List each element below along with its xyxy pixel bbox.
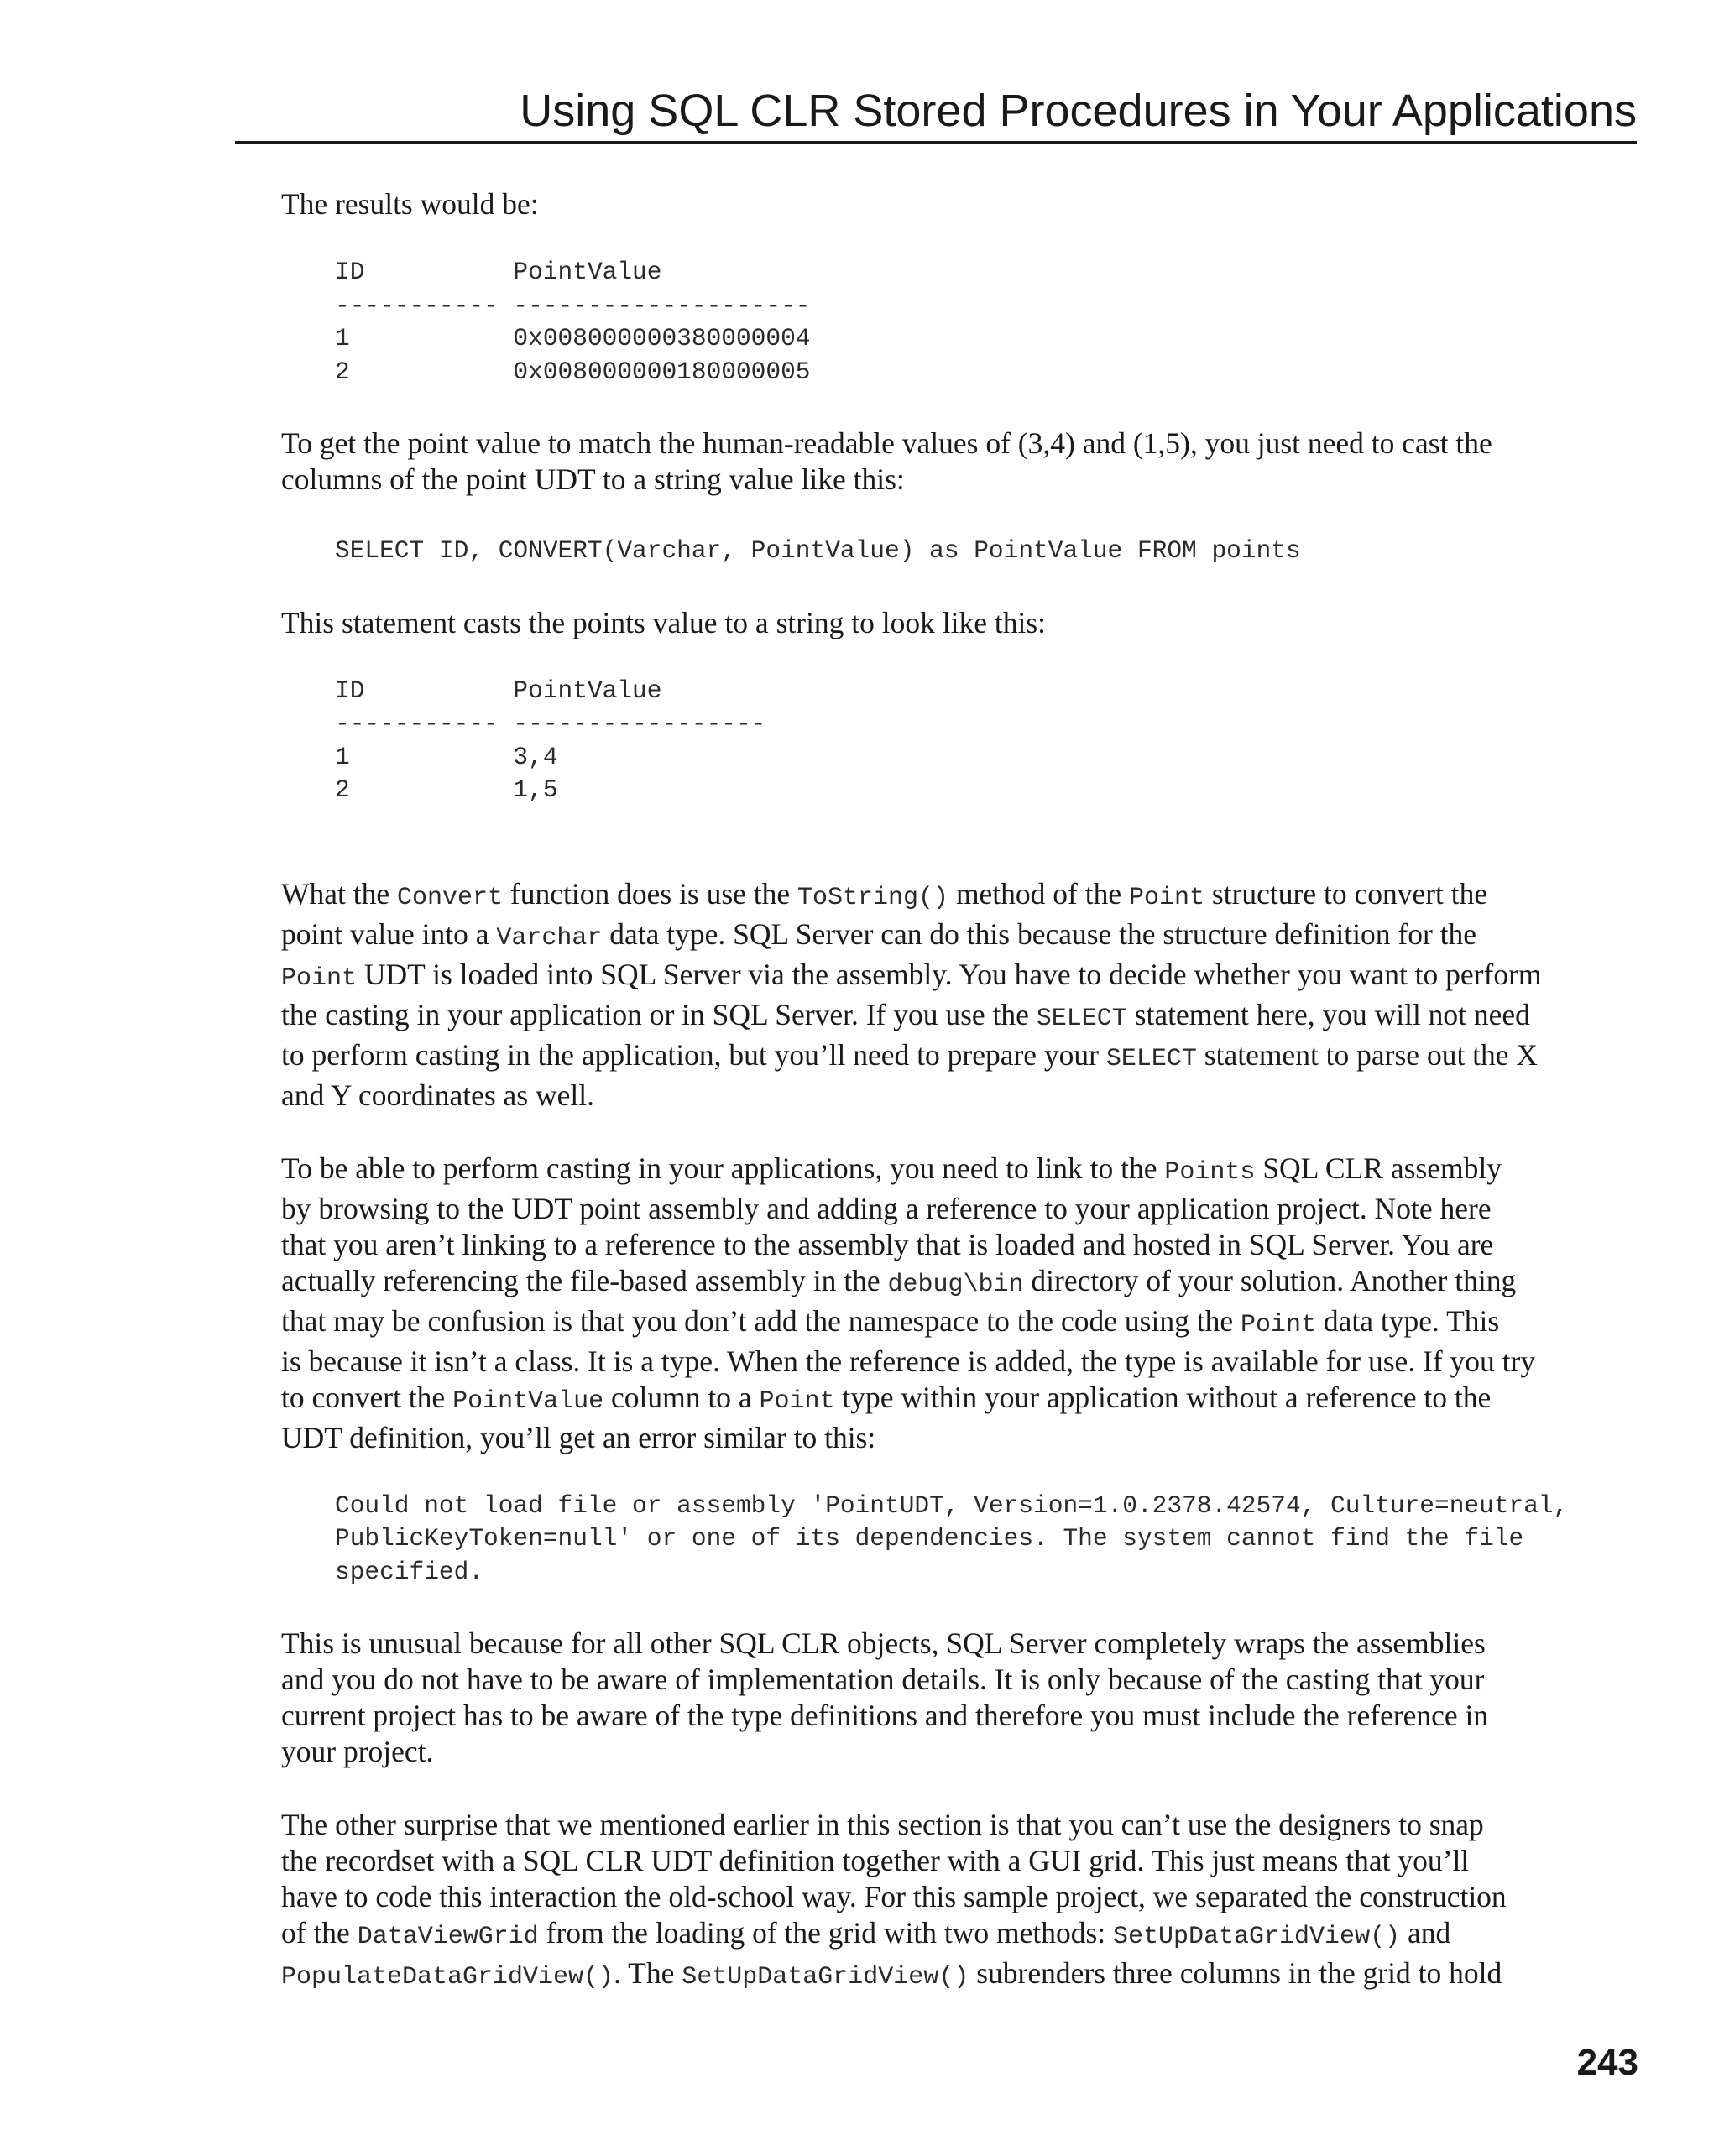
inline-code: Points [1164,1157,1256,1187]
inline-code: PointValue [452,1386,604,1416]
text-run: columns of the point UDT to a string value like this: [281,462,905,496]
text-run: UDT definition, you’ll get an error similar to this: [281,1420,876,1454]
text-run: function does is use the [503,876,798,911]
text-run: subrenders three columns in the grid to hold [969,1956,1502,1990]
text-line [281,1344,1641,1380]
text-line [281,1698,1641,1734]
text-line [281,997,1641,1037]
text-line [281,186,1641,222]
inline-code: PopulateDataGridView() [281,1963,614,1992]
text-run: statement here, you will not need [1126,997,1530,1031]
text-line [281,1662,1641,1698]
text-line [281,1191,1641,1227]
text-line [281,957,1641,997]
text-run: type within your application without a reference to the [834,1380,1492,1414]
text-run: actually referencing the file-based assembly in the [281,1263,888,1297]
text-run: the casting in your application or in SQL Server. If you use the [281,997,1037,1031]
text-run: To get the point value to match the human-readable values of (3,4) and (1,5), you just need to cast the [281,426,1492,460]
inline-code: ToString() [797,883,949,912]
text-run: data type. SQL Server can do this because the structure definition for the [602,916,1477,951]
text-run: directory of your solution. Another thing [1023,1263,1517,1297]
text-run: The other surprise that we mentioned earlier in this section is that you can’t use the designers to snap [281,1808,1484,1841]
paragraph [281,876,1641,1114]
text-line [281,1078,1641,1114]
text-line [281,1263,1641,1303]
text-line [281,425,1641,462]
code-line: PublicKeyToken=null' or one of its dependencies. The system cannot find the file [335,1524,1524,1553]
code-line: ----------- ----------------- [335,709,766,738]
text-run: your project. [281,1735,434,1768]
text-line [281,1037,1641,1078]
text-run: to convert the [281,1380,453,1414]
code-line: 2 1,5 [335,775,558,804]
code-line: ----------- -------------------- [335,290,811,320]
text-line [281,1843,1641,1879]
text-line [281,916,1641,957]
inline-code: SetUpDataGridView() [682,1963,969,1992]
inline-code: Point [1129,883,1205,912]
text-run: the recordset with a SQL CLR UDT definition together with a GUI grid. This just means that you’ll [281,1844,1470,1877]
text-run: and [1400,1916,1451,1950]
text-line [281,1420,1641,1456]
text-run: This is unusual because for all other SQL CLR objects, SQL Server completely wraps the assemblies [281,1626,1486,1660]
code-block [281,535,1641,568]
code-line: specified. [335,1557,484,1586]
text-run: that you aren’t linking to a reference to the assembly that is loaded and hosted in SQL Server. You are [281,1227,1494,1261]
inline-code: SELECT [1105,1044,1197,1073]
text-run: To be able to perform casting in your applications, you need to link to the [281,1151,1165,1185]
text-run: of the [281,1916,358,1950]
text-line [281,1955,1641,1996]
code-line: ID PointValue [335,676,662,705]
code-line: ID PointValue [335,258,662,286]
text-run: and you do not have to be aware of implementation details. It is only because of the casting that your [281,1663,1485,1696]
text-line [281,1380,1641,1420]
text-run: statement to parse out the X [1196,1037,1539,1072]
inline-code: Convert [397,883,504,912]
running-header-title: Using SQL CLR Stored Procedures in Your Applications [520,86,1637,136]
text-run: . The [614,1956,682,1990]
page-body [281,186,1641,1996]
code-line: 1 0x008000000380000004 [335,324,811,352]
text-run: What the [281,876,397,911]
text-run: method of the [948,876,1129,911]
inline-code: DataViewGrid [357,1923,539,1951]
text-run: This statement casts the points value to a string to look like this: [281,605,1047,639]
text-run: have to code this interaction the old-school way. For this sample project, we separated the construction [281,1880,1507,1913]
text-run: by browsing to the UDT point assembly and adding a reference to your application project. Note here [281,1191,1492,1225]
code-line: Could not load file or assembly 'PointUDT, Version=1.0.2378.42574, Culture=neutral, [335,1490,1569,1520]
code-block [281,1490,1641,1590]
text-line [281,1807,1641,1843]
inline-code: Varchar [496,923,603,953]
paragraph [281,1626,1641,1770]
text-run: to perform casting in the application, but you’ll need to prepare your [281,1037,1106,1072]
text-run: UDT is loaded into SQL Server via the assembly. You have to decide whether you want to perform [357,957,1542,991]
inline-code: debug\bin [887,1270,1024,1299]
text-line [281,1303,1641,1344]
paragraph [281,425,1641,498]
code-line: SELECT ID, CONVERT(Varchar, PointValue) as PointValue FROM points [335,536,1301,565]
text-run: current project has to be aware of the type definitions and therefore you must include the reference in [281,1699,1489,1732]
inline-code: Point [281,963,358,993]
text-line [281,876,1641,916]
text-line [281,1734,1641,1770]
paragraph [281,605,1641,641]
header-rule [235,141,1637,144]
paragraph [281,1807,1641,1996]
text-run: that may be confusion is that you don’t add the namespace to the code using the [281,1303,1241,1338]
text-line [281,1915,1641,1955]
inline-code: SetUpDataGridView() [1113,1923,1401,1951]
text-run: is because it isn’t a class. It is a type. When the reference is added, the type is available for use. If you try [281,1344,1536,1378]
code-line: 2 0x008000000180000005 [335,357,811,386]
text-run: column to a [603,1380,760,1414]
text-run: and Y coordinates as well. [281,1078,594,1112]
text-run: data type. This [1315,1303,1500,1338]
inline-code: Point [1240,1310,1316,1339]
text-line [281,1151,1641,1191]
text-run: The results would be: [281,187,539,221]
text-run: point value into a [281,916,497,951]
text-run: from the loading of the grid with two methods: [538,1916,1114,1950]
text-line [281,1626,1641,1662]
code-block [281,256,1641,389]
text-line [281,462,1641,498]
paragraph [281,186,1641,222]
text-run: structure to convert the [1204,876,1488,911]
code-block [281,675,1641,807]
paragraph [281,1151,1641,1456]
code-line: 1 3,4 [335,742,558,771]
text-line [281,1879,1641,1915]
page-number: 243 [1576,2042,1638,2083]
text-line [281,1227,1641,1263]
text-run: SQL CLR assembly [1255,1151,1502,1185]
inline-code: SELECT [1036,1004,1127,1033]
text-line [281,605,1641,641]
inline-code: Point [759,1386,835,1416]
